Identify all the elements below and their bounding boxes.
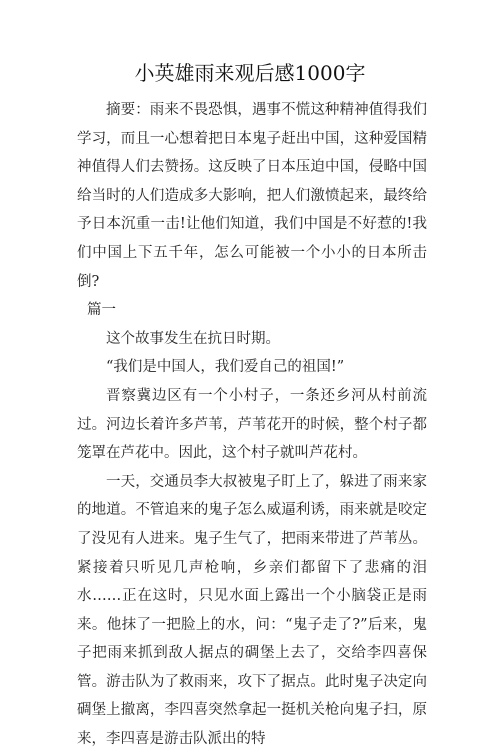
body-paragraph: 晋察冀边区有一个小村子，一条还乡河从村前流过。河边长着许多芦苇，芦苇花开的时候，整个村子都笼罩在芦花中。因此，这个村子就叫芦花村。 <box>77 387 427 462</box>
body-paragraph: “我们是中国人，我们爱自己的祖国!” <box>106 359 345 376</box>
section-heading: 篇一 <box>87 302 116 319</box>
document-body <box>77 96 427 754</box>
abstract-paragraph: 摘要：雨来不畏恐惧，遇事不慌这种精神值得我们学习，而且一心想着把日本鬼子赶出中国，这种爱国精神值得人们去赞扬。这反映了日本压迫中国，侵略中国给当时的人们造成多大影响，把人们激愤起来，最终给予日本沉重一击!让他们知道，我们中国是不好惹的!我们中国上下五千年，怎么可能被一个小小的日本所击倒? <box>77 102 427 290</box>
document-title: 小英雄雨来观后感1000字 <box>134 61 366 85</box>
body-paragraph: 一天，交通员李大叔被鬼子盯上了，躲进了雨来家的地道。不管追来的鬼子怎么威逼利诱，雨来就是咬定了没见有人进来。鬼子生气了，把雨来带进了芦苇丛。紧接着只听见几声枪响，乡亲们都留下了悲痛的泪水……正在这时，只见水面上露出一个小脑袋正是雨来。他抹了一把脸上的水，问：“鬼子走了?”后来，鬼子把雨来抓到敌人据点的碉堡上去了，交给李四喜保管。游击队为了救雨来，攻下了据点。此时鬼子决定向碉堡上撤离，李四喜突然拿起一挺机关枪向鬼子扫，原来，李四喜是游击队派出的特 <box>77 473 427 748</box>
body-paragraph: 这个故事发生在抗日时期。 <box>106 330 280 347</box>
